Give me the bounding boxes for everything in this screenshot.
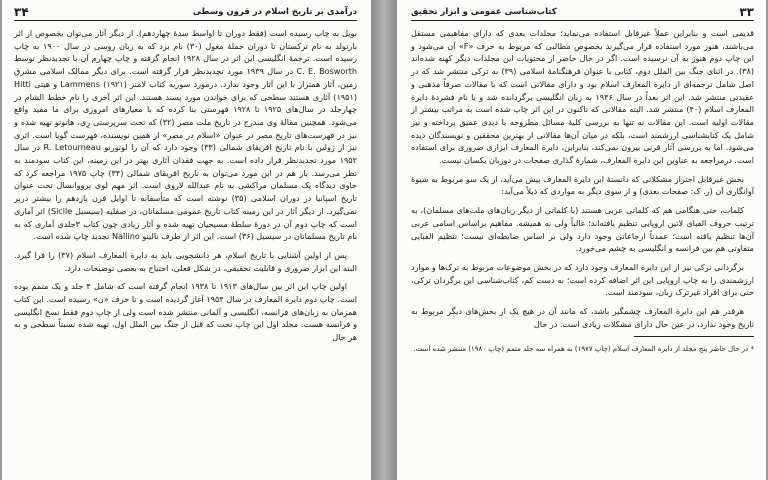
right-paragraph-5: هرقدر هم این دایرة المعارف چشمگیر باشد، که مانند آن در هیچ یک از بخش‌های دیگر مربوط به تاریخ وجود ندارد، در عین حال دارای مشکلات زیادی است. در حال [411,306,754,329]
right-running-title: کتاب‌شناسی عمومی و ابزار تحقیق [411,7,557,17]
right-page-number: ۳۳ [739,5,754,19]
left-running-title: درآمدی بر تاریخ اسلام در قرون وسطی [192,7,357,17]
right-paragraph-4: برگردانی ترکی نیز از این دایرة المعارف وجود دارد که در بخش موضوعات مربوط به ترک‌ها و موارد ارزشمندی را به چاپ اروپایی این اثر اضافه کرده است؛ به دست کم، کتاب‌شناسی این برگردان ترکی، حتی برای افراد غیرترک زبان، سودمند است. [411,261,754,298]
left-paragraph-2: پس از اولین آشنایی با تاریخ اسلام، هر دانشجویی باید به دایرة المعارف اسلام (۳۷) را فرا گیرد. البته این ابزار ضروری و قابلیت تحقیقی، در شکل فعلی، احتیاج به بعضی توضیحات دارد. [14,249,357,273]
left-paragraph-3: اولین چاپ این اثر بین سال‌های ۱۹۱۳ تا ۱۹۳۸ انجام گرفته است که شامل ۴ جلد و یک متمم بوده است. چاپ دوم دایرة المعارف در سال ۱۹۵۴ آغاز گردیده است و تا حرف «ن» رسیده است. این کتاب همزمان به زبان‌های فرانسه، انگلیسی و آلمانی منتشر شده است ولی از چاپ دوم فقط نسخ انگلیسی و فرانسه هست. مجلد اول این چاپ تحت که قبل از جنگ بین الملل اول، تهیه شده نسبتاً سطحی و به هر حال [14,281,357,343]
left-paragraph-1: بویل به چاپ رسیده است (فقط دوران تا اواسط سدهٔ چهاردهم). از دیگر آثار می‌توان بخصوص از اثر بارتولد به نام ترکستان تا دوران حملهٔ مغول (۳۰) نام برد که به زبان روسی در سال ۱۹۰۰ به چاپ رسیده است. ترجمهٔ انگلیسی این اثر در سال ۱۹۲۸ انجام گرفته و چاپ چهارم آن با تجدیدنظر توسط C. E. Bosworth در سال ۱۹۳۹ مورد تجدیدنظر قرار گرفته است. برای دیگر ممالک اسلامی مشرق زمین، آثار همتراز با این آثار وجود ندارد. درمورد سوریه کتاب لامنز Lammens (۱۹۲۱) و هیتی Hitti (۱۹۵۱) آثاری هستند سطحی که برای خواندن مورد پسند هستند. این اثر آخری را نام خطط الشام در چهارجلد در سال‌های ۱۹۲۵ تا ۱۹۲۸ فهرستی بنا کرده که با معیارهای امروزی برای ما مفید واقع می‌شود. همچنین مقالهٔ وی مندرج در تاریخ ملت مصر (۳۲) که تحت سرپرستی رِی، هانوتو تهیه شده و نیز در فهرست‌های تاریخ مصر در عنوان «اسلام در مصر» از همین نویسنده، فهرست گویا است. اثری نیز از ژولین با نام تاریخ افریقای شمالی (۳۳) وجود دارد که آن را لوتورنو R. Letourneau در سال ۱۹۵۲ مورد تجدیدنظر قرار داده است. به جهت فقدان آثاری بهتر در این زمینه، این کتاب سودمند به نظر می‌رسد. باز هم در این مورد می‌توان به تاریخ افریقای شمالی (۳۴) چاپ ۱۹۷۵ مراجعه کرد که حاوی دیدگاه یک مسلمان مراکشی به نام عبدالله لاروی است. اثر مهم لوی پرووانسال تحت عنوان تاریخ اسپانیا در دوران اسلامی (۳۵) نوشته است که متأسفانه تا اوایل قرن یازدهم را بیشتر دربر نمی‌گیرد. از دیگر آثار در این زمینه کتاب تاریخ عمومی مسلمانان، در صقلیه (سیسیل Sicile) اثر آماری است که چاپ دوم آن در دورهٔ سلطهٔ مسیحیان تهیه شده و آثار زیادی چون کتاب ۳جلدی آماری که به نام تاریخ مسلمانان در سیسیل (۳۶) است. این اثر از طرف نالینو Nallino تجدید چاپ شده است. [14,28,358,242]
right-page-header [411,6,754,21]
right-page [397,0,766,480]
left-page-header [14,6,357,21]
left-page [2,0,371,480]
right-footnote: * در حال حاضر پنج مجلد از دایرة المعارف اسلام (چاپ ۱۹۷۷) به همراه سه جلد متمم (چاپ ۱۹۸۰) منتشر شده است. [413,345,754,354]
right-paragraph-1: قدیمی است و بنابراین عملاً غیرقابل استفاده می‌نماید؛ مجلدات بعدی که دارای مفاهیمی مستقل می‌باشند، هنوز مورد استفاده قرار می‌گیرند بخصوص مطالبی که مربوط به حرف «F» آن می‌شود و این چاپ دوم هنوز به آن نرسیده است. اگر در حال حاضر از محتویات این مجلدات دیگر کهنه شده‌اند (۳۸). در اثنای جنگ بین الملل دوم، کتابی با عنوان فرهنگنامهٔ اسلامی (۳۹) به ترکی منتشر شد که در اصل شامل ترجمه‌ای از دایرة المعارف اسلام بود و دارای مقالاتی است که با مقالات صرفاً مذهبی و عقیدتی منتشر شد. این اثر بعداً در سال ۱۹۴۶ به زبان انگلیسی برگردانده شد و با نام فشردهٔ دایرة المعارف اسلام (۴۰) منتشر شد. البته مقالاتی که تاکنون در این اثر چاپ شده است به مراتب بیشتر از مقالات اولیه است. این مقالات نه تنها به بررسی کلیهٔ مسائل مطروحه با دیدی عمیق پرداخته و نیز شامل یک کتابشناسی ارزشمند است، بلکه در میان آن‌ها مقالاتی از بهترین محققین و نویسندگان دیده می‌شود. اما به بررسی آثار قرنی بیرون نمی‌کند، بنابراین، دایرة المعارف ابزاری ضروری برای استفاده است. درمراجعه به عناوین این دایرة المعارف، شمارهٔ گذاری صفحات در دوزبان یکسان نیست. [411,28,755,166]
right-paragraph-2: بخش غیرقابل احتراز مشکلاتی که دانستهٔ این دایرة المعارف پیش می‌آید، از یک سو مربوط به شیوهٔ آوانگاری آن (ر. ک: صفحات بعدی) و از سوی دیگر به مواردی که ذیلاً می‌آید: [411,173,754,197]
footnote-divider [634,336,754,337]
book-gutter [371,0,397,480]
right-paragraph-3: کلمات، حتی هنگامی هم که کلماتی عربی هستند (یا کلماتی از دیگر زبان‌های ملت‌های مسلمان)، به ترتیب حروف الفبای لاتین اروپایی تنظیم یافته‌اند؛ غالباً ولی نه همیشه. مفاهیم براساس اسامی عربی آن‌ها تنظیم یافته است؛ عمدتاً ارجاعاتی وجود دارد ولی بر اساس ضابطه‌ای نیست؛ تنظیم الفبایی متفاوتی هم بین فرانسه و انگلیسی به چشم می‌خورد. [411,205,754,254]
left-page-number: ۳۴ [14,5,29,19]
